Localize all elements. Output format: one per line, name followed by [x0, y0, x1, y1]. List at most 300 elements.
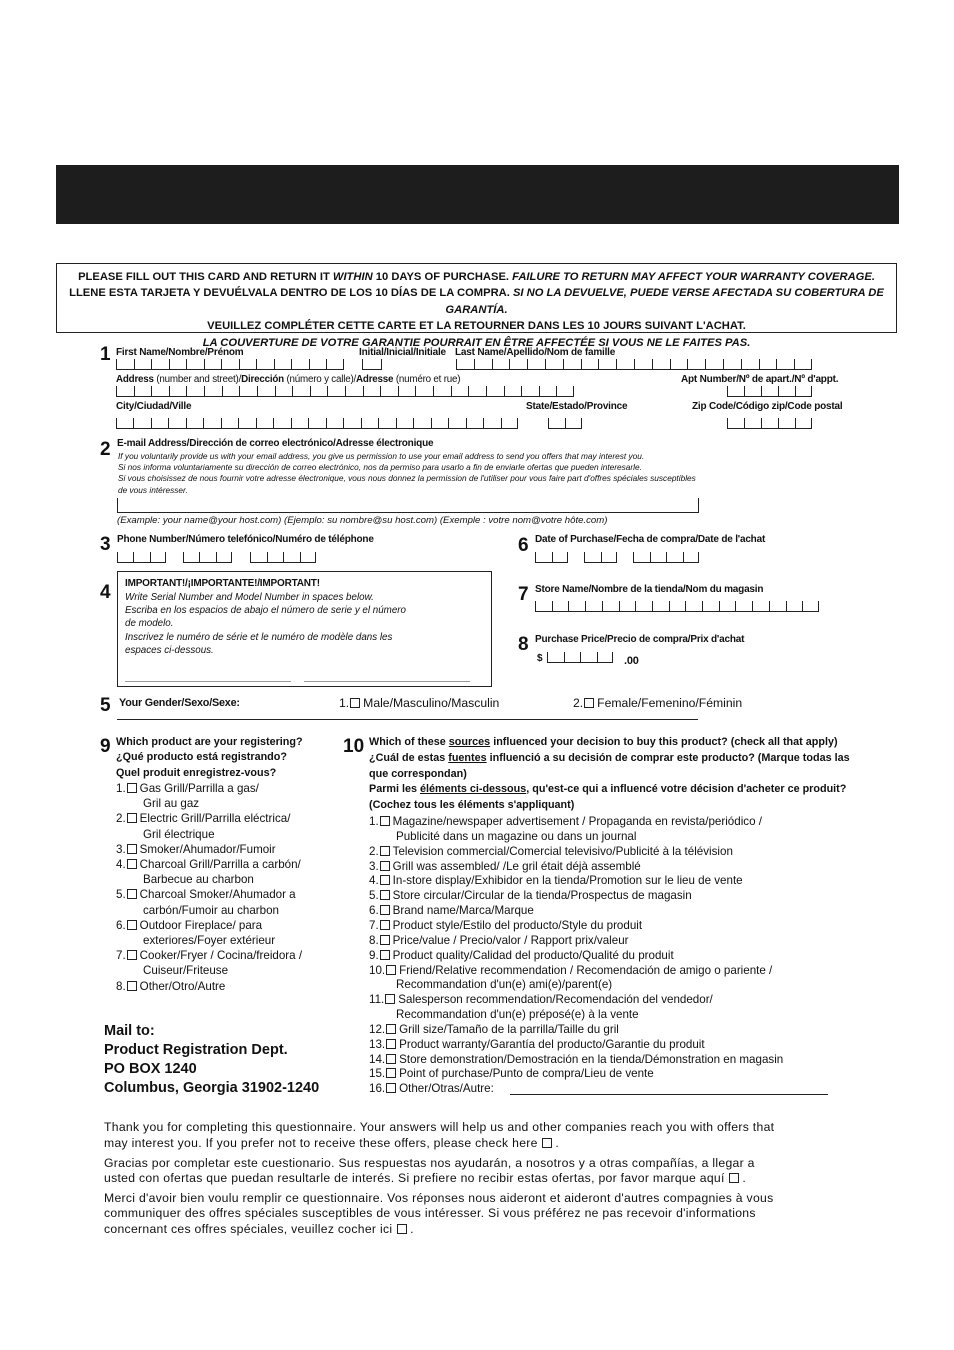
box-divider [776, 359, 777, 369]
opt-out-checkbox-es[interactable] [729, 1173, 739, 1183]
box-divider [761, 418, 762, 428]
important-text-3: de modelo. [125, 618, 174, 629]
important-text-5: espaces ci-dessous. [125, 645, 214, 656]
box-divider [221, 359, 222, 369]
option-label: Store demonstration/Demostración en la tienda/Démonstration en magasin [399, 1052, 784, 1066]
box-divider [556, 386, 557, 396]
box-divider [361, 418, 362, 428]
option-label-continued: Barbecue au charbon [143, 873, 254, 887]
box-divider [362, 359, 363, 369]
box-divider [204, 359, 205, 369]
section-number: 7 [518, 584, 529, 605]
option-item[interactable] [369, 933, 629, 948]
box-divider [535, 601, 536, 611]
checkbox[interactable] [380, 846, 390, 856]
box-divider [133, 552, 134, 562]
box-divider [635, 601, 636, 611]
opt-out-checkbox-fr[interactable] [397, 1224, 407, 1234]
gender-female-option[interactable]: 2. Female/Femenino/Féminin [573, 696, 743, 710]
other-text-field[interactable] [510, 1094, 828, 1095]
checkbox[interactable] [386, 965, 396, 975]
option-label: Other/Otras/Autre: [399, 1082, 494, 1096]
mail-to-label: Mail to: [104, 1023, 155, 1039]
box-divider [545, 359, 546, 369]
option-item[interactable] [116, 948, 302, 963]
section-number: 10 [343, 736, 365, 757]
box-divider [327, 386, 328, 396]
checkbox[interactable] [127, 950, 137, 960]
box-divider [199, 552, 200, 562]
checkbox[interactable] [380, 950, 390, 960]
box-divider [687, 359, 688, 369]
box-divider [150, 552, 151, 562]
option-item[interactable] [369, 992, 713, 1007]
option-label: Charcoal Grill/Parrilla a carbón/ [139, 858, 301, 871]
email-label: E-mail Address/Dirección de correo electrónico/Adresse électronique [117, 438, 434, 449]
box-divider [300, 552, 301, 562]
option-label-continued: Publicité dans un magazine ou dans un journal [396, 829, 637, 843]
option-number: 3. [369, 859, 379, 873]
box-divider [291, 359, 292, 369]
date-month-field[interactable] [535, 552, 568, 563]
checkbox[interactable] [127, 844, 137, 854]
option-number: 4. [116, 858, 126, 871]
box-divider [584, 552, 585, 562]
box-divider [396, 418, 397, 428]
box-divider [552, 552, 553, 562]
date-label: Date of Purchase/Fecha de compra/Date de l'achat [535, 534, 766, 545]
box-divider [735, 601, 736, 611]
footer-fr-2: communiquer des offres spéciales susceptibles de vous intéresser. Si vous préférez ne pas recevoir d'informations [104, 1206, 756, 1220]
q10-heading-es: ¿Cuál de estas fuentes influenció a su decisión de comprar este producto? (Marque todas las [369, 752, 850, 764]
checkbox[interactable] [584, 698, 594, 708]
option-item[interactable] [116, 979, 225, 994]
box-divider [573, 386, 574, 396]
option-number: 10. [369, 963, 386, 977]
box-divider [203, 418, 204, 428]
option-number: 8. [116, 979, 126, 993]
checkbox[interactable] [350, 698, 360, 708]
city-field[interactable] [116, 418, 518, 429]
option-label: Gas Grill/Parrilla a gas/ [139, 782, 259, 795]
box-divider [565, 418, 566, 428]
option-item[interactable] [369, 814, 762, 829]
option-label: Brand name/Marca/Marque [392, 904, 534, 918]
box-divider [581, 418, 582, 428]
checkbox[interactable] [386, 1068, 396, 1078]
box-divider [448, 418, 449, 428]
box-divider [415, 386, 416, 396]
option-item[interactable] [369, 963, 772, 978]
checkbox[interactable] [380, 875, 390, 885]
checkbox[interactable] [380, 920, 390, 930]
email-note-fr: Si vous choisissez de nous fournir votre adresse électronique, vous nous donnez la permission de l'utiliser pour vous faire part d'offres spéciales susceptibles [118, 473, 696, 483]
option-item[interactable] [116, 781, 259, 796]
box-divider [547, 652, 548, 662]
option-number: 5. [116, 888, 126, 902]
box-divider [267, 552, 268, 562]
option-number: 14. [369, 1052, 386, 1066]
option-label: Product style/Estilo del producto/Style du produit [392, 918, 643, 932]
box-divider [580, 652, 581, 662]
box-divider [585, 601, 586, 611]
zip-field[interactable] [727, 418, 812, 429]
notice-line-4: LA COUVERTURE DE VOTRE GARANTIE POURRAIT EN ÊTRE AFFECTÉE SI VOUS NE LE FAITES PAS. [202, 336, 751, 349]
option-item[interactable] [369, 1052, 783, 1067]
box-divider [456, 359, 457, 369]
box-divider [186, 418, 187, 428]
option-label: Grill was assembled/ /Le gril était déjà assemblé [392, 859, 641, 873]
box-divider [380, 386, 381, 396]
box-divider [616, 359, 617, 369]
box-divider [413, 418, 414, 428]
checkbox[interactable] [127, 981, 137, 991]
box-divider [501, 418, 502, 428]
box-divider [548, 418, 549, 428]
q10-heading-en: Which of these sources influenced your decision to buy this product? (check all that apply) [369, 736, 838, 748]
notice-line-2: LLENE ESTA TARJETA Y DEVUÉLVALA DENTRO DE LOS 10 DÍAS DE LA COMPRA. SI NO LA DEVUELVE, PUEDE VERSE AFECTADA SU COBERTURA DE GARANTÍA. [69, 287, 884, 316]
box-divider [719, 601, 720, 611]
box-divider [239, 386, 240, 396]
checkbox[interactable] [380, 861, 390, 871]
option-label-continued: Recommandation d'un(e) préposé(e) à la vente [396, 1008, 639, 1022]
option-item[interactable] [369, 1081, 494, 1096]
last-name-label: Last Name/Apellido/Nom de famille [455, 347, 616, 358]
email-field[interactable] [117, 498, 699, 513]
mail-po-box: PO BOX 1240 [104, 1061, 197, 1077]
option-label: Other/Otro/Autre [139, 979, 226, 993]
box-divider [744, 418, 745, 428]
option-label: Salesperson recommendation/Recomendación del vendedor/ [398, 993, 713, 1007]
box-divider [345, 386, 346, 396]
box-divider [811, 386, 812, 396]
option-label: Smoker/Ahumador/Fumoir [139, 842, 276, 856]
box-divider [256, 418, 257, 428]
mail-city: Columbus, Georgia 31902-1240 [104, 1080, 320, 1096]
box-divider [504, 386, 505, 396]
apt-field[interactable] [727, 386, 812, 397]
option-item[interactable] [369, 948, 674, 963]
gender-label: Your Gender/Sexo/Sexe: [119, 697, 240, 709]
box-divider [468, 386, 469, 396]
state-field[interactable] [548, 418, 582, 429]
option-label: Electric Grill/Parrilla eléctrica/ [139, 812, 291, 826]
checkbox[interactable] [380, 890, 390, 900]
phone-label: Phone Number/Número telefónico/Numéro de téléphone [117, 534, 374, 545]
box-divider [116, 386, 117, 396]
box-divider [705, 359, 706, 369]
box-divider [633, 552, 634, 562]
section-number: 6 [518, 535, 529, 556]
option-item[interactable] [369, 844, 733, 859]
option-item[interactable] [369, 888, 692, 903]
box-divider [363, 386, 364, 396]
box-divider [685, 601, 686, 611]
box-divider [795, 386, 796, 396]
store-label: Store Name/Nombre de la tienda/Nom du magasin [535, 584, 764, 595]
box-divider [778, 386, 779, 396]
box-divider [256, 359, 257, 369]
option-label: In-store display/Exhibidor en la tienda/Promotion sur le lieu de vente [392, 874, 743, 888]
option-label-continued: Cuiseur/Friteuse [143, 964, 229, 978]
box-divider [769, 601, 770, 611]
box-divider [222, 386, 223, 396]
box-divider [483, 418, 484, 428]
option-number: 13. [369, 1037, 386, 1051]
box-divider [535, 552, 536, 562]
q10-heading-fr-2: (Cochez tous les éléments s'appliquant) [369, 799, 575, 811]
address-field[interactable] [116, 386, 574, 397]
checkbox[interactable] [127, 813, 137, 823]
box-divider [612, 652, 613, 662]
checkbox[interactable] [380, 816, 390, 826]
box-divider [670, 359, 671, 369]
option-label: Cooker/Fryer / Cocina/freidora / [139, 949, 303, 963]
notice-line-1: PLEASE FILL OUT THIS CARD AND RETURN IT WITHIN 10 DAYS OF PURCHASE. FAILURE TO RETURN MAY AFFECT YOUR WARRANTY COVERAGE. [78, 271, 875, 283]
notice-box [56, 263, 897, 349]
option-label: Product quality/Calidad del producto/Qualité du produit [392, 948, 674, 962]
box-divider [581, 359, 582, 369]
box-divider [552, 601, 553, 611]
box-divider [802, 601, 803, 611]
store-field[interactable] [535, 601, 819, 612]
footer-en-1: Thank you for completing this questionnaire. Your answers will help us and other companies reach you with offers that [104, 1120, 775, 1134]
box-divider [216, 552, 217, 562]
important-text-1: Write Serial Number and Model Number in spaces below. [125, 592, 374, 603]
box-divider [759, 359, 760, 369]
option-number: 15. [369, 1067, 386, 1081]
checkbox[interactable] [386, 1054, 396, 1064]
option-item[interactable] [116, 842, 276, 857]
checkbox[interactable] [385, 994, 395, 1004]
box-divider [275, 386, 276, 396]
option-item[interactable] [369, 1037, 705, 1052]
dollar-sign: $ [537, 653, 543, 664]
box-divider [378, 418, 379, 428]
box-divider [231, 552, 232, 562]
box-divider [634, 359, 635, 369]
option-label-continued: carbón/Fumoir au charbon [143, 903, 279, 917]
phone-area-field[interactable] [117, 552, 166, 563]
box-divider [466, 418, 467, 428]
checkbox[interactable] [380, 935, 390, 945]
box-divider [151, 359, 152, 369]
section-number: 4 [100, 582, 111, 603]
option-number: 7. [369, 918, 379, 932]
section-number: 1 [100, 344, 111, 365]
option-label: Charcoal Smoker/Ahumador a [139, 888, 296, 902]
option-label: Product warranty/Garantía del producto/Garantie du produit [399, 1037, 705, 1051]
option-label-continued: exteriores/Foyer extérieur [143, 934, 276, 947]
box-divider [310, 386, 311, 396]
option-label: Friend/Relative recommendation / Recomendación de amigo o pariente / [399, 963, 773, 977]
box-divider [652, 601, 653, 611]
box-divider [568, 601, 569, 611]
checkbox[interactable] [127, 889, 137, 899]
checkbox[interactable] [127, 859, 137, 869]
initial-field[interactable] [362, 359, 382, 370]
option-item[interactable] [369, 1066, 654, 1081]
box-divider [652, 359, 653, 369]
checkbox[interactable] [380, 905, 390, 915]
email-note-fr-2: de vous intéresser. [118, 485, 188, 495]
serial-number-field[interactable] [125, 681, 291, 682]
apt-label: Apt Number/Nº de apart./Nº d'appt. [681, 374, 839, 385]
option-number: 6. [116, 918, 126, 932]
opt-out-checkbox-en[interactable] [542, 1138, 552, 1148]
option-item[interactable] [369, 1022, 619, 1037]
box-divider [169, 359, 170, 369]
option-label: Magazine/newspaper advertisement / Propaganda en revista/periódico / [392, 815, 762, 828]
box-divider [619, 601, 620, 611]
checkbox[interactable] [386, 1039, 396, 1049]
box-divider [133, 418, 134, 428]
section-number: 5 [100, 695, 111, 716]
box-divider [134, 386, 135, 396]
option-item[interactable] [369, 918, 642, 933]
box-divider [727, 386, 728, 396]
box-divider [598, 359, 599, 369]
first-name-field[interactable] [116, 359, 344, 370]
email-note-es: Si nos informa voluntariamente su dirección de correo electrónico, nos da permiso para usarlo a fin de enviarle ofertas que pueden interesarle. [118, 462, 642, 472]
checkbox[interactable] [386, 1024, 396, 1034]
box-divider [257, 386, 258, 396]
footer-es-2: usted con ofertas que puedan resultarle de interés. Si prefiere no recibir estas ofertas, por favor marque aquí . [104, 1171, 747, 1185]
box-divider [539, 386, 540, 396]
option-number: 5. [369, 889, 379, 903]
option-number: 2. [116, 812, 126, 826]
box-divider [204, 386, 205, 396]
option-item[interactable] [116, 857, 301, 872]
box-divider [818, 601, 819, 611]
price-field[interactable] [547, 652, 613, 663]
option-label: Grill size/Tamaño de la parrilla/Taille du gril [399, 1022, 619, 1036]
box-divider [343, 359, 344, 369]
model-number-field[interactable] [304, 681, 470, 682]
option-number: 7. [116, 949, 126, 963]
checkbox[interactable] [127, 920, 137, 930]
q10-heading-fr: Parmi les éléments ci-dessous, qu'est-ce qui a influencé votre décision d'acheter ce produit? [369, 783, 847, 795]
option-label: Price/value / Precio/valor / Rapport prix/valeur [392, 933, 629, 947]
gender-male-option[interactable]: 1. Male/Masculino/Masculin [339, 696, 500, 710]
box-divider [250, 552, 251, 562]
option-label: Store circular/Circular de la tienda/Prospectus de magasin [392, 889, 692, 903]
option-number: 11. [369, 993, 385, 1007]
last-name-field[interactable] [456, 359, 812, 370]
box-divider [186, 359, 187, 369]
box-divider [151, 386, 152, 396]
box-divider [309, 359, 310, 369]
option-label: Television commercial/Comercial televisivo/Publicité à la télévision [392, 844, 733, 858]
option-number: 4. [369, 874, 379, 888]
option-number: 6. [369, 904, 379, 918]
box-divider [169, 386, 170, 396]
cents-label: .00 [624, 655, 639, 667]
q9-heading-en: Which product are your registering? [116, 736, 303, 748]
initial-label: Initial/Inicial/Initiale [359, 347, 446, 358]
box-divider [186, 386, 187, 396]
option-item[interactable] [116, 811, 290, 826]
box-divider [326, 359, 327, 369]
box-divider [474, 359, 475, 369]
box-divider [744, 386, 745, 396]
option-item[interactable] [369, 873, 743, 888]
state-label: State/Estado/Province [526, 401, 628, 412]
box-divider [597, 652, 598, 662]
footer-fr-3: concernant ces offres spéciales, veuillez cocher ici . [104, 1222, 414, 1236]
checkbox[interactable] [127, 783, 137, 793]
option-number: 16. [369, 1082, 386, 1096]
box-divider [238, 418, 239, 428]
date-year-field[interactable] [633, 552, 699, 563]
box-divider [727, 418, 728, 428]
price-label: Purchase Price/Precio de compra/Prix d'achat [535, 634, 745, 645]
box-divider [134, 359, 135, 369]
box-divider [702, 601, 703, 611]
option-number: 9. [369, 948, 379, 962]
box-divider [741, 359, 742, 369]
option-item[interactable] [369, 859, 641, 874]
important-text-4: Inscrivez le numéro de série et le numéro de modèle dans les [125, 632, 393, 643]
notice-line-3: VEUILLEZ COMPLÉTER CETTE CARTE ET LA RETOURNER DANS LES 10 JOURS SUIVANT L'ACHAT. [207, 320, 746, 333]
option-label-continued: Gril électrique [143, 827, 215, 841]
option-number: 2. [369, 844, 379, 858]
checkbox[interactable] [386, 1083, 396, 1093]
phone-line-field[interactable] [250, 552, 316, 563]
phone-prefix-field[interactable] [183, 552, 232, 563]
option-number: 8. [369, 933, 379, 947]
box-divider [433, 386, 434, 396]
box-divider [563, 359, 564, 369]
box-divider [778, 418, 779, 428]
box-divider [274, 359, 275, 369]
option-item[interactable] [369, 903, 534, 918]
box-divider [811, 418, 812, 428]
box-divider [117, 552, 118, 562]
box-divider [666, 552, 667, 562]
section-number: 8 [518, 634, 529, 655]
footer-en-2: may interest you. If you prefer not to receive these offers, please check here . [104, 1136, 560, 1150]
option-number: 1. [116, 782, 126, 795]
box-divider [273, 418, 274, 428]
option-number: 3. [116, 842, 126, 856]
box-divider [486, 386, 487, 396]
box-divider [509, 359, 510, 369]
box-divider [669, 601, 670, 611]
option-item[interactable] [116, 918, 262, 933]
box-divider [761, 386, 762, 396]
box-divider [221, 418, 222, 428]
box-divider [168, 418, 169, 428]
option-number: 12. [369, 1022, 386, 1036]
box-divider [431, 418, 432, 428]
first-name-label: First Name/Nombre/Prénom [116, 347, 244, 358]
box-divider [381, 359, 382, 369]
date-day-field[interactable] [584, 552, 617, 563]
option-label: Point of purchase/Punto de compra/Lieu de vente [399, 1067, 654, 1081]
box-divider [601, 552, 602, 562]
option-item[interactable] [116, 887, 296, 902]
box-divider [723, 359, 724, 369]
header-bar [56, 165, 899, 224]
footer-es-1: Gracias por completar este cuestionario. Sus respuestas nos ayudarán, a nosotros y a otras compañías, a llegar a [104, 1156, 755, 1170]
box-divider [683, 552, 684, 562]
box-divider [308, 418, 309, 428]
box-divider [795, 418, 796, 428]
option-label: Outdoor Fireplace/ para [139, 918, 263, 932]
box-divider [343, 418, 344, 428]
box-divider [517, 418, 518, 428]
